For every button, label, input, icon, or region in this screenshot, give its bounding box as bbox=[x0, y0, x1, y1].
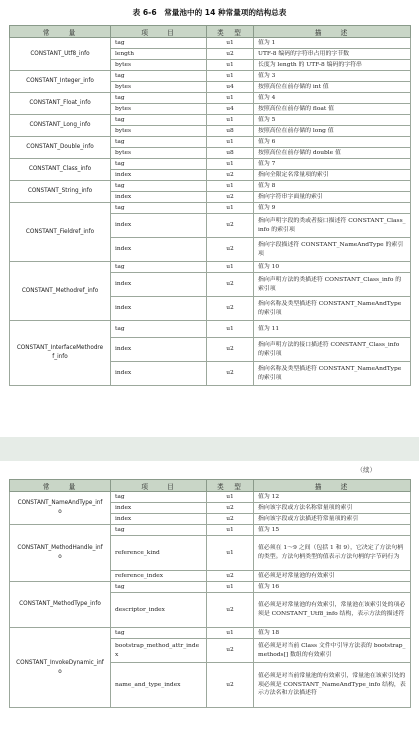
constant-name-cell: CONSTANT_InvokeDynamic_info bbox=[10, 628, 111, 708]
constant-name-cell: CONSTANT_Fieldref_info bbox=[10, 203, 111, 262]
type-cell: u1 bbox=[207, 60, 254, 71]
constant-name-cell: CONSTANT_String_info bbox=[10, 181, 111, 203]
table-row bbox=[10, 321, 411, 338]
description-cell: 值为 16 bbox=[254, 582, 411, 593]
constant-name-cell: CONSTANT_Utf8_info bbox=[10, 38, 111, 71]
item-cell: name_and_type_index bbox=[111, 663, 207, 708]
constant-pool-table-part1 bbox=[9, 25, 411, 386]
item-cell: tag bbox=[111, 321, 207, 338]
item-cell: index bbox=[111, 170, 207, 181]
type-cell: u1 bbox=[207, 115, 254, 126]
constant-name-cell: CONSTANT_MethodHandle_info bbox=[10, 525, 111, 582]
type-cell: u4 bbox=[207, 104, 254, 115]
item-cell: index bbox=[111, 514, 207, 525]
type-cell: u2 bbox=[207, 514, 254, 525]
item-cell: index bbox=[111, 238, 207, 262]
description-cell: 按照高位在前存储的 double 值 bbox=[254, 148, 411, 159]
description-cell: 值必须是对当前常量池的有效索引，常量池在该索引处的项必须是 CONSTANT_NameAndType_info 结构，表示方法名和方法描述符 bbox=[254, 663, 411, 708]
type-cell: u1 bbox=[207, 262, 254, 273]
header-item: 项 目 bbox=[111, 480, 207, 492]
type-cell: u8 bbox=[207, 126, 254, 137]
type-cell: u4 bbox=[207, 82, 254, 93]
description-cell: 值为 15 bbox=[254, 525, 411, 536]
constant-name-cell: CONSTANT_InterfaceMethodref_info bbox=[10, 321, 111, 386]
header-description: 描 述 bbox=[254, 26, 411, 38]
item-cell: index bbox=[111, 297, 207, 321]
constant-name-cell: CONSTANT_MethodType_info bbox=[10, 582, 111, 628]
constant-name-cell: CONSTANT_Long_info bbox=[10, 115, 111, 137]
type-cell: u2 bbox=[207, 639, 254, 663]
item-cell: tag bbox=[111, 71, 207, 82]
type-cell: u1 bbox=[207, 628, 254, 639]
item-cell: tag bbox=[111, 582, 207, 593]
description-cell: 指向字段描述符 CONSTANT_NameAndType 的索引项 bbox=[254, 238, 411, 262]
item-cell: reference_kind bbox=[111, 536, 207, 571]
table-body bbox=[10, 492, 411, 708]
item-cell: tag bbox=[111, 181, 207, 192]
type-cell: u1 bbox=[207, 536, 254, 571]
header-row bbox=[10, 480, 411, 492]
description-cell: 值为 8 bbox=[254, 181, 411, 192]
item-cell: bytes bbox=[111, 82, 207, 93]
description-cell: 指向该字段或方法描述符常量项的索引 bbox=[254, 514, 411, 525]
type-cell: u2 bbox=[207, 214, 254, 238]
table-title: 表 6-6 常量池中的 14 种常量项的结构总表 bbox=[132, 8, 287, 17]
description-cell: 值为 7 bbox=[254, 159, 411, 170]
type-cell: u1 bbox=[207, 93, 254, 104]
type-cell: u2 bbox=[207, 362, 254, 386]
table-row bbox=[10, 181, 411, 192]
description-cell: 长度为 length 的 UTF-8 编码的字符串 bbox=[254, 60, 411, 71]
type-cell: u2 bbox=[207, 49, 254, 60]
item-cell: index bbox=[111, 503, 207, 514]
constant-name-cell: CONSTANT_NameAndType_info bbox=[10, 492, 111, 525]
header-type: 类 型 bbox=[207, 26, 254, 38]
table-row bbox=[10, 525, 411, 536]
type-cell: u1 bbox=[207, 159, 254, 170]
table-row bbox=[10, 137, 411, 148]
type-cell: u8 bbox=[207, 148, 254, 159]
description-cell: 值必须是对常量池的有效索引，常量池在该索引处的项必须是 CONSTANT_Utf8_info 结构，表示方法的描述符 bbox=[254, 593, 411, 628]
type-cell: u1 bbox=[207, 38, 254, 49]
table-row bbox=[10, 628, 411, 639]
table-body bbox=[10, 38, 411, 386]
table-row bbox=[10, 93, 411, 104]
continued-label: （续） bbox=[356, 466, 376, 474]
item-cell: index bbox=[111, 192, 207, 203]
item-cell: length bbox=[111, 49, 207, 60]
item-cell: descriptor_index bbox=[111, 593, 207, 628]
header-constant: 常 量 bbox=[10, 26, 111, 38]
type-cell: u1 bbox=[207, 137, 254, 148]
item-cell: tag bbox=[111, 525, 207, 536]
type-cell: u2 bbox=[207, 170, 254, 181]
item-cell: bytes bbox=[111, 60, 207, 71]
table-page-top bbox=[9, 0, 410, 436]
description-cell: 指向全限定名常量项的索引 bbox=[254, 170, 411, 181]
type-cell: u1 bbox=[207, 203, 254, 214]
table-row bbox=[10, 115, 411, 126]
item-cell: reference_index bbox=[111, 571, 207, 582]
type-cell: u2 bbox=[207, 273, 254, 297]
type-cell: u1 bbox=[207, 181, 254, 192]
item-cell: tag bbox=[111, 203, 207, 214]
item-cell: tag bbox=[111, 159, 207, 170]
constant-name-cell: CONSTANT_Integer_info bbox=[10, 71, 111, 93]
description-cell: 值为 5 bbox=[254, 115, 411, 126]
table-row bbox=[10, 159, 411, 170]
item-cell: tag bbox=[111, 628, 207, 639]
type-cell: u1 bbox=[207, 492, 254, 503]
type-cell: u2 bbox=[207, 297, 254, 321]
type-cell: u2 bbox=[207, 338, 254, 362]
page-gap bbox=[0, 437, 419, 461]
item-cell: index bbox=[111, 273, 207, 297]
item-cell: bytes bbox=[111, 148, 207, 159]
description-cell: 指向名称及类型描述符 CONSTANT_NameAndType 的索引项 bbox=[254, 362, 411, 386]
description-cell: 指向声明方法的接口描述符 CONSTANT_Class_info 的索引项 bbox=[254, 338, 411, 362]
description-cell: 指向声明方法的类描述符 CONSTANT_Class_info 的索引项 bbox=[254, 273, 411, 297]
table-row bbox=[10, 262, 411, 273]
type-cell: u2 bbox=[207, 192, 254, 203]
item-cell: tag bbox=[111, 137, 207, 148]
item-cell: bootstrap_method_attr_index bbox=[111, 639, 207, 663]
table-row bbox=[10, 582, 411, 593]
description-cell: 值为 9 bbox=[254, 203, 411, 214]
type-cell: u1 bbox=[207, 321, 254, 338]
table-row bbox=[10, 71, 411, 82]
header-row bbox=[10, 26, 411, 38]
constant-name-cell: CONSTANT_Float_info bbox=[10, 93, 111, 115]
description-cell: 值必须在 1～9 之间（包括 1 和 9），它决定了方法句柄的类型。方法句柄类型的值表示方法句柄的字节码行为 bbox=[254, 536, 411, 571]
description-cell: 值为 3 bbox=[254, 71, 411, 82]
item-cell: index bbox=[111, 338, 207, 362]
type-cell: u2 bbox=[207, 571, 254, 582]
description-cell: 值为 1 bbox=[254, 38, 411, 49]
item-cell: bytes bbox=[111, 126, 207, 137]
item-cell: bytes bbox=[111, 104, 207, 115]
description-cell: 值为 4 bbox=[254, 93, 411, 104]
description-cell: 指向名称及类型描述符 CONSTANT_NameAndType 的索引项 bbox=[254, 297, 411, 321]
item-cell: tag bbox=[111, 262, 207, 273]
header-type: 类 型 bbox=[207, 480, 254, 492]
constant-name-cell: CONSTANT_Methodref_info bbox=[10, 262, 111, 321]
description-cell: 按照高位在前存储的 long 值 bbox=[254, 126, 411, 137]
header-constant: 常 量 bbox=[10, 480, 111, 492]
table-row bbox=[10, 492, 411, 503]
type-cell: u1 bbox=[207, 582, 254, 593]
constant-pool-table-part2 bbox=[9, 479, 411, 708]
item-cell: index bbox=[111, 362, 207, 386]
description-cell: 指向该字段或方法名称常量项的索引 bbox=[254, 503, 411, 514]
description-cell: 指向字符串字面量的索引 bbox=[254, 192, 411, 203]
description-cell: 按照高位在前存储的 int 值 bbox=[254, 82, 411, 93]
description-cell: 值必须是对常量池的有效索引 bbox=[254, 571, 411, 582]
table-page-bottom bbox=[9, 462, 410, 733]
type-cell: u2 bbox=[207, 503, 254, 514]
description-cell: 值为 12 bbox=[254, 492, 411, 503]
item-cell: tag bbox=[111, 93, 207, 104]
type-cell: u1 bbox=[207, 71, 254, 82]
header-description: 描 述 bbox=[254, 480, 411, 492]
type-cell: u2 bbox=[207, 238, 254, 262]
type-cell: u2 bbox=[207, 663, 254, 708]
description-cell: 值为 11 bbox=[254, 321, 411, 338]
table-row bbox=[10, 38, 411, 49]
description-cell: 值为 10 bbox=[254, 262, 411, 273]
constant-name-cell: CONSTANT_Class_info bbox=[10, 159, 111, 181]
item-cell: index bbox=[111, 214, 207, 238]
type-cell: u1 bbox=[207, 525, 254, 536]
description-cell: 值必须是对当前 Class 文件中引导方法表的 bootstrap_methods[] 数组的有效索引 bbox=[254, 639, 411, 663]
type-cell: u2 bbox=[207, 593, 254, 628]
item-cell: tag bbox=[111, 492, 207, 503]
description-cell: 值为 6 bbox=[254, 137, 411, 148]
description-cell: 指向声明字段的类或者接口描述符 CONSTANT_Class_info 的索引项 bbox=[254, 214, 411, 238]
table-row bbox=[10, 203, 411, 214]
constant-name-cell: CONSTANT_Double_info bbox=[10, 137, 111, 159]
description-cell: UTF-8 编码的字符串占用的字节数 bbox=[254, 49, 411, 60]
description-cell: 按照高位在前存储的 float 值 bbox=[254, 104, 411, 115]
description-cell: 值为 18 bbox=[254, 628, 411, 639]
header-item: 项 目 bbox=[111, 26, 207, 38]
item-cell: tag bbox=[111, 38, 207, 49]
item-cell: tag bbox=[111, 115, 207, 126]
